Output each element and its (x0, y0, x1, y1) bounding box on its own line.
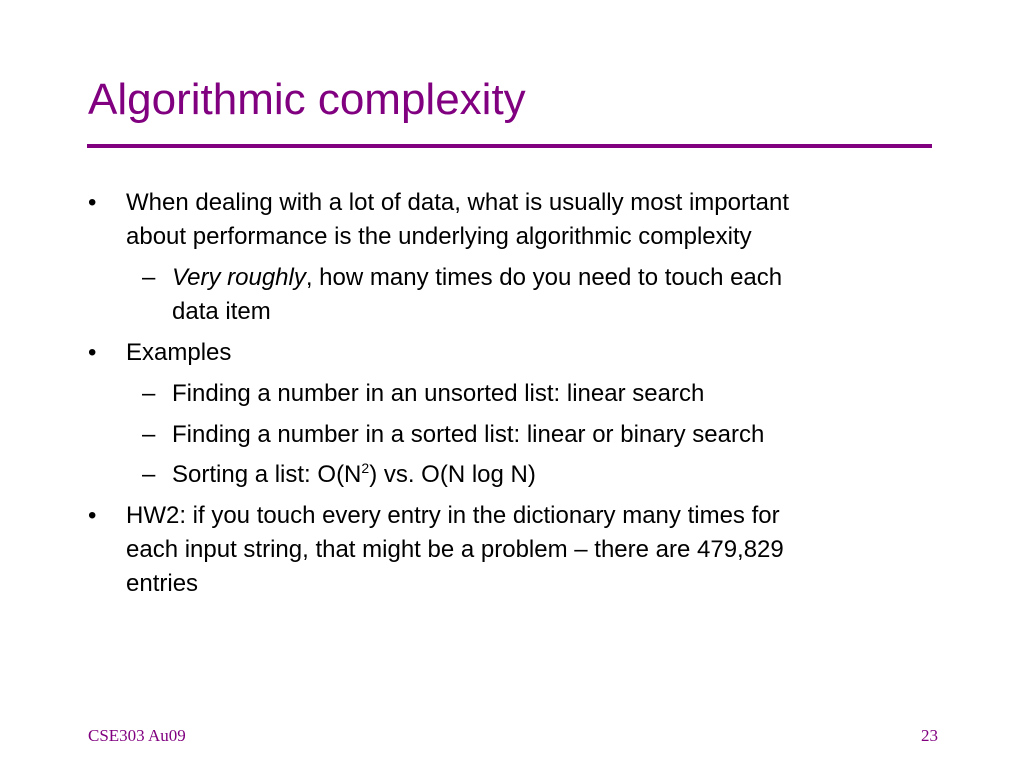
dash-marker: – (142, 264, 156, 291)
subitem-2-3 (172, 459, 536, 493)
subitem-text: ) vs. O(N log N) (369, 461, 536, 488)
bullet-2-line-1: Examples (126, 339, 232, 366)
bullet-1-line-1: When dealing with a lot of data, what is usually most important (126, 189, 789, 216)
page-number: 23 (921, 726, 938, 745)
emphasis-text: Very roughly (172, 264, 306, 291)
superscript-exponent: 2 (361, 460, 370, 476)
bullet-3-line-2: each input string, that might be a problem – there are 479,829 (126, 536, 784, 563)
bullet-marker: • (88, 502, 97, 529)
subitem-2-1: Finding a number in an unsorted list: linear search (172, 380, 705, 407)
dash-marker: – (142, 380, 156, 407)
footer-course-label: CSE303 Au09 (88, 726, 186, 745)
subitem-1-1-line-2: data item (172, 298, 271, 325)
bullet-3-line-1: HW2: if you touch every entry in the dictionary many times for (126, 502, 780, 529)
subitem-text: , how many times do you need to touch each (305, 264, 783, 291)
dash-marker: – (142, 421, 156, 448)
slide-title: Algorithmic complexity (88, 75, 526, 124)
bullet-marker: • (88, 339, 97, 366)
bullet-marker: • (88, 189, 97, 216)
bullet-3-line-3: entries (126, 570, 199, 597)
title-divider (87, 144, 932, 148)
bullet-1-line-2: about performance is the underlying algorithmic complexity (126, 223, 752, 250)
dash-marker: – (142, 461, 156, 488)
subitem-1-1-line-1 (172, 262, 782, 294)
subitem-2-2: Finding a number in a sorted list: linear or binary search (172, 421, 765, 448)
subitem-text: Sorting a list: O(N (172, 461, 362, 488)
